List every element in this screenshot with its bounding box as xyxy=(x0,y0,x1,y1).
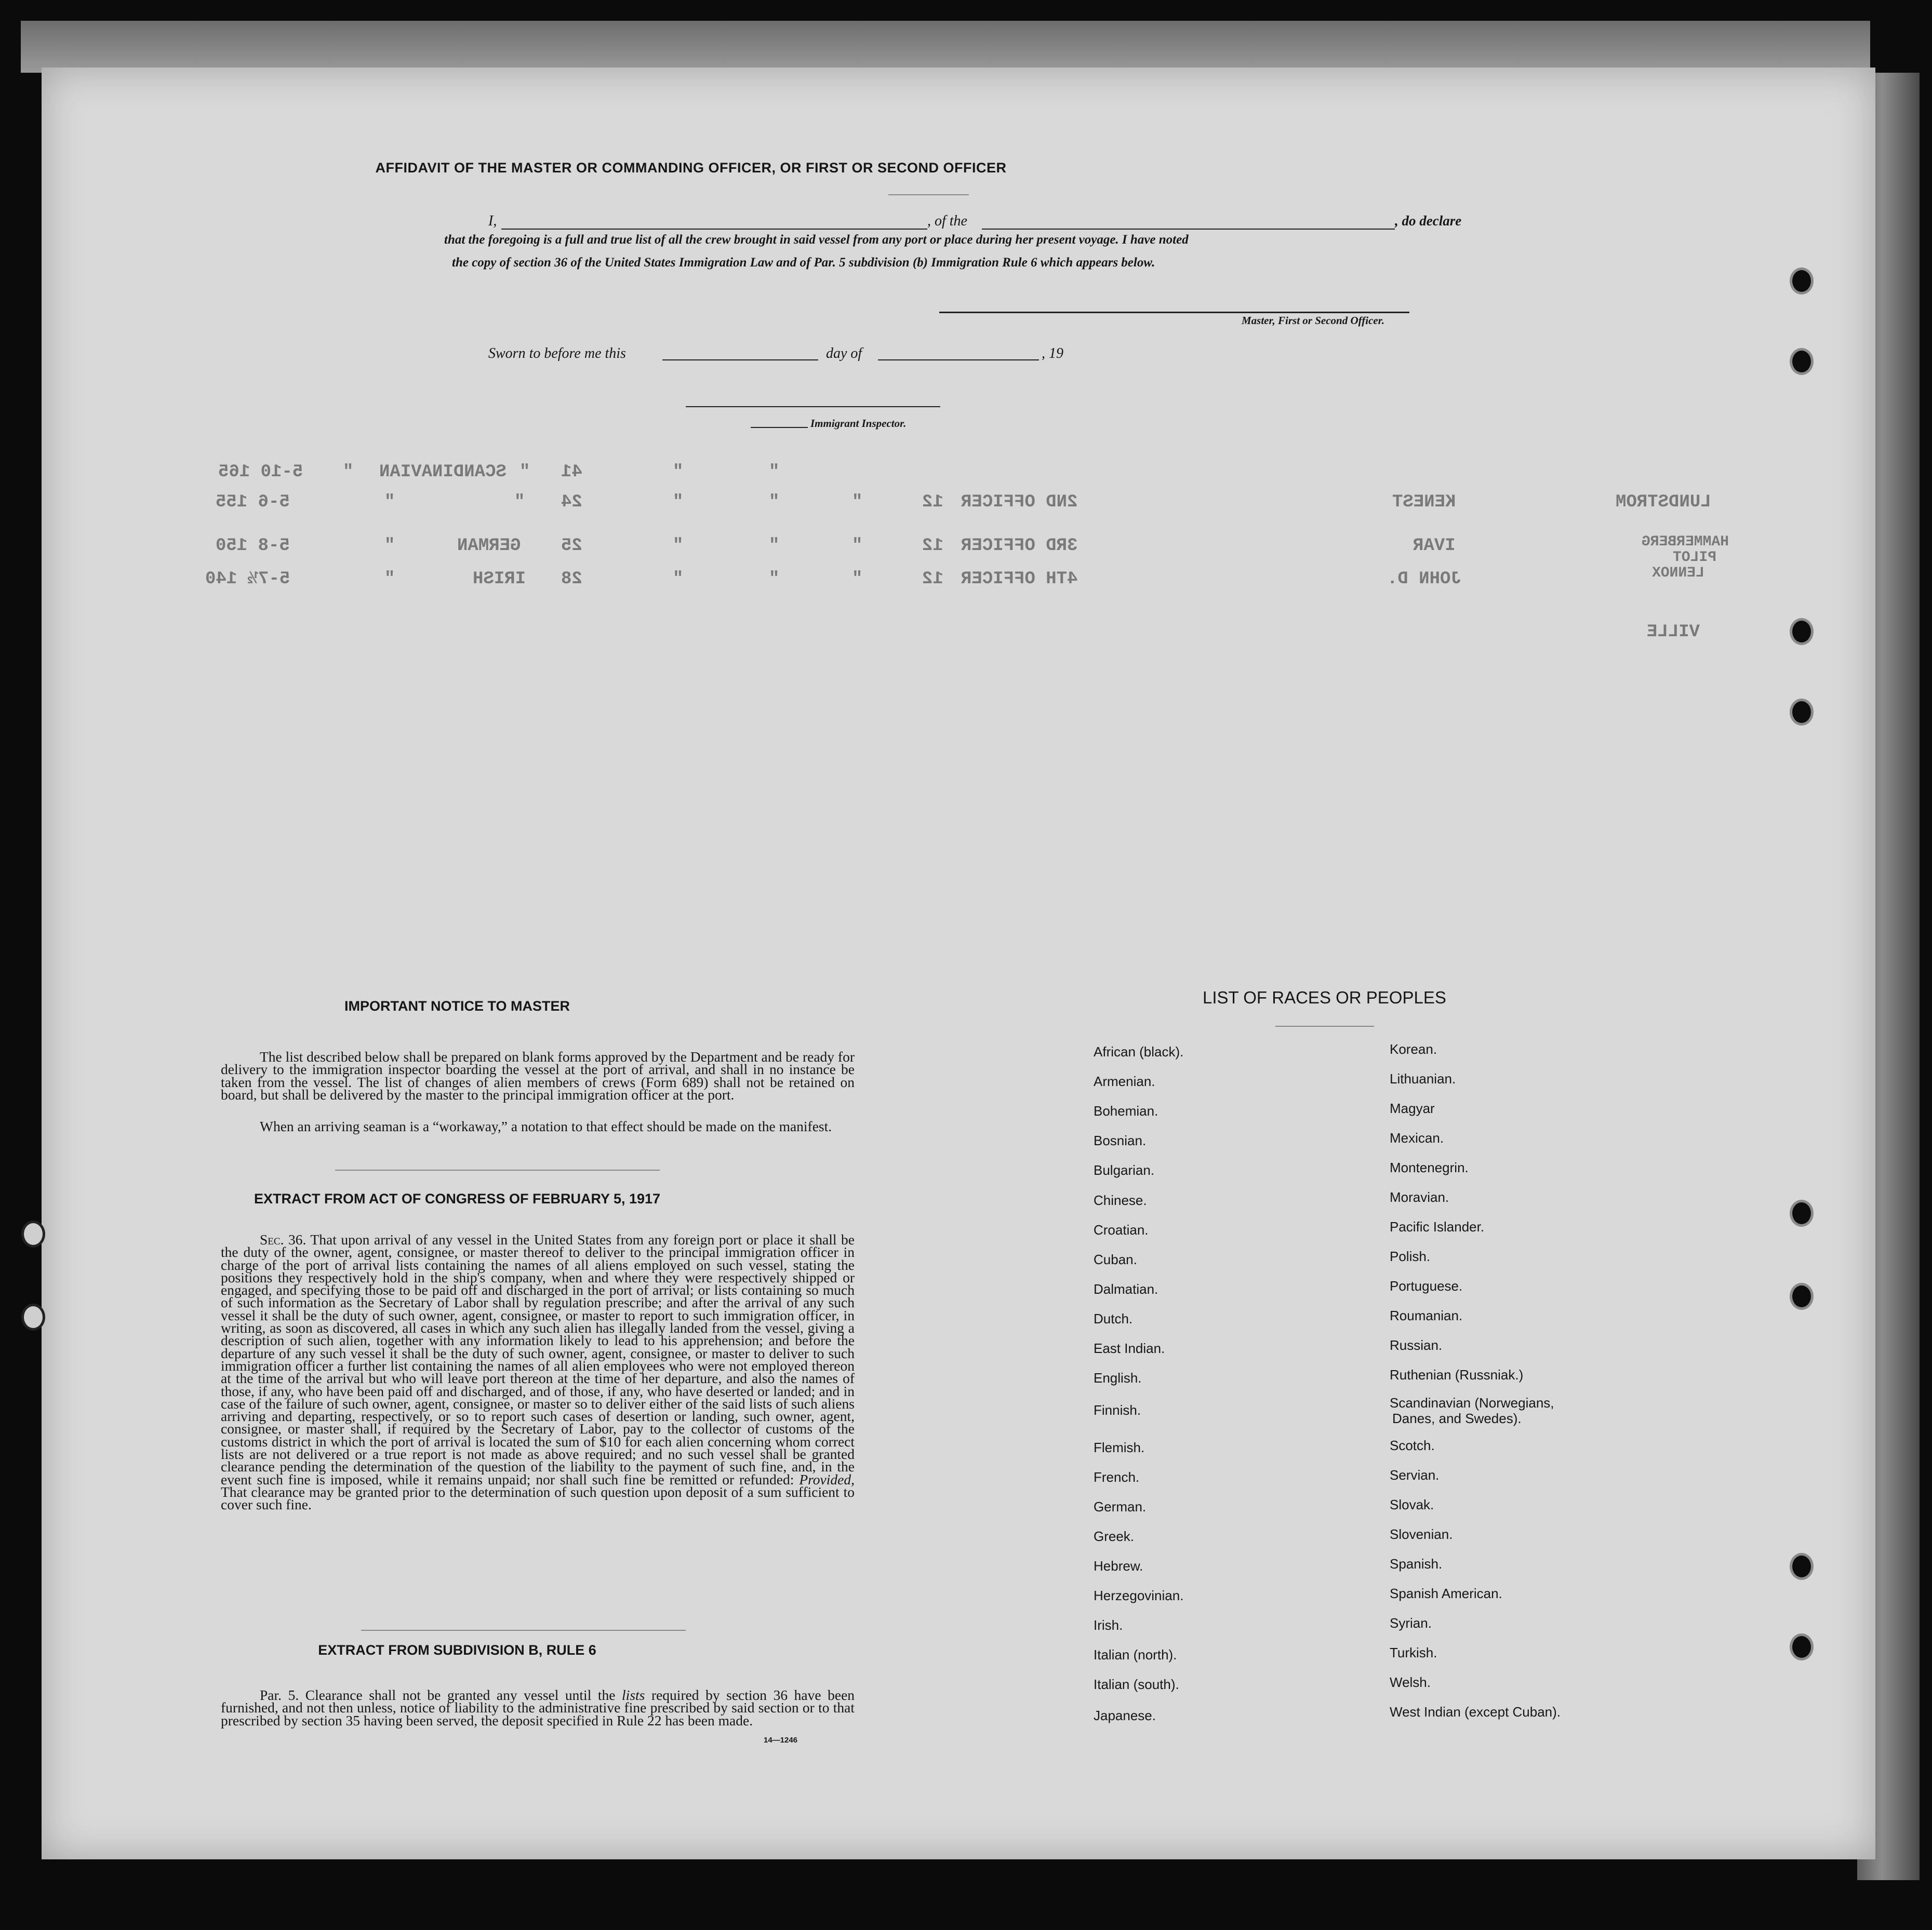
race-item: Slovenian. xyxy=(1390,1526,1453,1542)
race-item: Roumanian. xyxy=(1390,1308,1463,1323)
bleed-through-text: " xyxy=(673,536,684,556)
race-item: English. xyxy=(1094,1370,1142,1386)
sworn-day-of: day of xyxy=(826,345,862,361)
race-item: Italian (north). xyxy=(1094,1647,1177,1663)
race-item: Lithuanian. xyxy=(1390,1071,1456,1087)
name-blank xyxy=(501,229,927,230)
race-item: Polish. xyxy=(1390,1249,1431,1264)
race-item: Magyar xyxy=(1390,1101,1435,1116)
race-item: Slovak. xyxy=(1390,1497,1434,1512)
bleed-through-text: IVAR xyxy=(1413,536,1456,556)
race-item: Bosnian. xyxy=(1094,1133,1147,1148)
signature-line xyxy=(939,312,1409,313)
race-item: Irish. xyxy=(1094,1617,1123,1633)
race-item: African (black). xyxy=(1094,1044,1184,1060)
sworn-year: , 19 xyxy=(1042,345,1063,361)
bleed-through-text: 5-7½ 140 xyxy=(205,569,290,589)
punch-hole xyxy=(1792,621,1811,642)
bleed-through-text: KENEST xyxy=(1392,492,1456,512)
bleed-through-text: " xyxy=(673,492,684,512)
bleed-through-text: " xyxy=(343,462,354,482)
notice-title: IMPORTANT NOTICE TO MASTER xyxy=(344,998,570,1014)
affidavit-line-i: I, xyxy=(488,213,497,229)
race-item: Chinese. xyxy=(1094,1192,1147,1208)
day-blank xyxy=(662,359,818,360)
bleed-through-text: 28 xyxy=(561,569,582,589)
divider xyxy=(335,1170,660,1171)
race-item: West Indian (except Cuban). xyxy=(1390,1704,1561,1720)
month-blank xyxy=(878,359,1039,360)
bleed-through-text: " xyxy=(852,536,863,556)
race-item: Bohemian. xyxy=(1094,1103,1158,1119)
affidavit-line-declare: , do declare xyxy=(1395,213,1462,229)
bleed-through-text: 5-8 150 xyxy=(216,536,290,556)
notice-paragraph: The list described below shall be prepared on blank forms approved by the Department and be ready for delivery to the immigration inspector boarding the vessel at the port of arrival, and shall in no instance be taken from the vessel. The list of changes of alien members of crews (Form 689) shall not be retained on board, but shall be delivered by the master to the principal immigration officer at the port. xyxy=(221,1049,855,1103)
vessel-blank xyxy=(982,229,1395,230)
race-item: Croatian. xyxy=(1094,1222,1149,1238)
extract-act-text xyxy=(221,1231,855,1513)
bleed-through-text: " xyxy=(852,492,863,512)
extract-act-title: EXTRACT FROM ACT OF CONGRESS OF FEBRUARY 5, 1917 xyxy=(254,1191,661,1207)
punch-hole xyxy=(1792,1202,1811,1224)
race-item: Servian. xyxy=(1390,1467,1440,1483)
punch-hole xyxy=(1792,1285,1811,1307)
section-body: That upon arrival of any vessel in the United States from any foreign port or place it shall be the duty of the owner, agent, consignee, or master thereof to deliver to the principal immigration officer in charge of the port of arrival lists containing the names of all aliens employed on such vessel, stating the positions they respectively hold in the ship's company, when and where they were respectively shipped or engaged, and specifying those to be paid off and discharged in the port of arrival; or lists containing so much of such information as the Secretary of Labor shall by regulation prescribe; and after the arrival of any such vessel it shall be the duty of such owner, agent, consignee, or master to report to such immigration officer, in writing, as soon as discovered, all cases in which any such alien has illegally landed from the vessel, giving a description of such alien, together with any information likely to lead to his apprehension; and before the departure of any such vessel it shall be the duty of such owner, agent, consignee, or master to deliver to such immigration officer a further list containing the names of all alien employees who were not employed thereon at the time of the arrival but who will leave port thereon at the time of her departure, and also the names of those, if any, who have been paid off and discharged, and of those, if any, who have deserted or landed; and in case of the failure of such owner, agent, consignee, or master so to deliver either of the said lists of such aliens arriving and departing, respectively, or so to report such cases of desertion or landing, such owner, agent, consignee, or master shall, if required by the Secretary of Labor, pay to the collector of customs of the customs district in which the port of arrival is located the sum of $10 for each alien concerning whom correct lists are not delivered or a true report is not made as above required; and no such vessel shall be granted clearance pending the determination of the question of the liability to the payment of such fine, and, in the event such fine is imposed, while it remains unpaid; nor shall such fine be remitted or refunded: xyxy=(221,1231,855,1487)
race-item: Korean. xyxy=(1390,1041,1437,1057)
race-item: Flemish. xyxy=(1094,1440,1145,1455)
bleed-through-text: 12 xyxy=(922,536,943,556)
race-item-continuation: Danes, and Swedes). xyxy=(1392,1411,1522,1426)
bleed-through-text: 2ND OFFICER xyxy=(961,492,1078,512)
race-item: Scotch. xyxy=(1390,1438,1435,1453)
extract-rule-title: EXTRACT FROM SUBDIVISION B, RULE 6 xyxy=(318,1642,596,1658)
rule-text-after: required by section 36 have been furnished, and not then unless, notice of liability to the administrative fine prescribed by said section or to that prescribed by section 35 having been served, the deposit specified in Rule 22 has been made. xyxy=(221,1687,855,1728)
bleed-through-text: " xyxy=(769,569,780,589)
bleed-through-text: " xyxy=(852,569,863,589)
race-item: Herzegovinian. xyxy=(1094,1588,1184,1603)
bleed-through-text: GERMAN xyxy=(457,536,521,556)
manifest-page xyxy=(42,68,1875,1859)
race-item: Portuguese. xyxy=(1390,1278,1463,1294)
section-body-end: That clearance may be granted prior to the determination of such question upon deposit of a sum sufficient to cover such fine. xyxy=(221,1483,855,1513)
bleed-through-text: 12 xyxy=(922,492,943,512)
bleed-through-name: HAMMERBERG xyxy=(1642,534,1729,550)
bleed-through-text: 3RD OFFICER xyxy=(961,536,1078,556)
race-item: Bulgarian. xyxy=(1094,1162,1155,1178)
race-item: Welsh. xyxy=(1390,1674,1431,1690)
punch-hole xyxy=(1792,270,1811,292)
race-item: Montenegrin. xyxy=(1390,1160,1469,1175)
bleed-through-name: VILLE xyxy=(1647,622,1700,642)
scan-background-top xyxy=(21,21,1870,73)
sworn-before: Sworn to before me this xyxy=(488,345,626,361)
bleed-through-text: " xyxy=(384,492,395,512)
race-item: Pacific Islander. xyxy=(1390,1219,1485,1235)
race-item: East Indian. xyxy=(1094,1341,1165,1356)
race-item: Dalmatian. xyxy=(1094,1281,1158,1297)
bleed-through-name: PILOT xyxy=(1673,549,1717,566)
bleed-through-text: " xyxy=(769,536,780,556)
race-item: French. xyxy=(1094,1469,1140,1485)
race-item: Japanese. xyxy=(1094,1708,1156,1723)
inspector-signature-line xyxy=(686,406,940,407)
bleed-through-text: JOHN D. xyxy=(1387,569,1461,589)
divider xyxy=(1275,1026,1374,1027)
race-item: Italian (south). xyxy=(1094,1677,1179,1692)
bleed-through-name: LUNDSTROM xyxy=(1616,492,1711,512)
bleed-through-text: IRISH xyxy=(473,569,526,589)
bleed-through-text: 5-6 155 xyxy=(216,492,290,512)
bleed-through-text: 24 xyxy=(561,492,582,512)
affidavit-title: AFFIDAVIT OF THE MASTER OR COMMANDING OFFICER, OR FIRST OR SECOND OFFICER xyxy=(375,160,1007,176)
race-item: Moravian. xyxy=(1390,1189,1449,1205)
bleed-through-text: " xyxy=(769,492,780,512)
divider xyxy=(888,194,969,195)
bleed-through-text: " xyxy=(673,569,684,589)
punch-hole xyxy=(24,1306,43,1328)
bleed-through-text: " xyxy=(514,492,525,512)
bleed-through-text: 5-10 165 xyxy=(218,462,303,482)
lists-word: lists xyxy=(622,1687,645,1703)
affidavit-line-2: that the foregoing is a full and true list of all the crew brought in said vessel from any port or place during her present voyage. I have noted xyxy=(444,233,1189,247)
punch-hole xyxy=(1792,1556,1811,1577)
notice-paragraph: When an arriving seaman is a “workaway,” a notation to that effect should be made on the manifest. xyxy=(260,1118,832,1134)
race-item: Mexican. xyxy=(1390,1130,1444,1146)
race-item: Finnish. xyxy=(1094,1402,1141,1418)
race-item: Spanish. xyxy=(1390,1556,1443,1572)
race-item: Syrian. xyxy=(1390,1615,1432,1631)
punch-hole xyxy=(1792,1636,1811,1658)
bleed-through-name: LENNOX xyxy=(1652,565,1704,581)
punch-hole xyxy=(1792,351,1811,372)
race-item: Russian. xyxy=(1390,1337,1443,1353)
bleed-through-text: " xyxy=(769,462,780,482)
signature-caption: Master, First or Second Officer. xyxy=(1242,314,1384,327)
race-item: Greek. xyxy=(1094,1529,1135,1544)
races-title: LIST OF RACES OR PEOPLES xyxy=(1203,988,1446,1007)
form-number: 14—1246 xyxy=(764,1736,798,1745)
inspector-caption: Immigrant Inspector. xyxy=(810,417,907,430)
bleed-through-text: " xyxy=(519,462,530,482)
affidavit-line-of-the: , of the xyxy=(927,213,967,229)
bleed-through-text: 41 xyxy=(561,462,582,482)
rule-text-before: Par. 5. Clearance shall not be granted any vessel until the xyxy=(260,1687,616,1703)
section-label: Sec. 36. xyxy=(260,1231,307,1248)
punch-hole xyxy=(24,1223,43,1245)
bleed-through-text: " xyxy=(384,569,395,589)
extract-rule-text xyxy=(221,1689,855,1727)
race-item: Ruthenian (Russniak.) xyxy=(1390,1367,1524,1383)
provided-label: Provided, xyxy=(799,1471,855,1487)
affidavit-line-3: the copy of section 36 of the United States Immigration Law and of Par. 5 subdivision (b) Immigration Rule 6 which appears below. xyxy=(452,256,1155,270)
bleed-through-text: " xyxy=(384,536,395,556)
bleed-through-text: 4TH OFFICER xyxy=(961,569,1078,589)
race-item: Hebrew. xyxy=(1094,1558,1143,1574)
bleed-through-text: " xyxy=(673,462,684,482)
race-item: Cuban. xyxy=(1094,1252,1137,1267)
bleed-through-text: 12 xyxy=(922,569,943,589)
divider xyxy=(361,1630,686,1631)
race-item: Spanish American. xyxy=(1390,1586,1502,1601)
race-item: Scandinavian (Norwegians, xyxy=(1390,1395,1554,1411)
inspector-short-line xyxy=(751,427,808,428)
bleed-through-text: 25 xyxy=(561,536,582,556)
race-item: Dutch. xyxy=(1094,1311,1133,1326)
punch-hole xyxy=(1792,701,1811,723)
race-item: Armenian. xyxy=(1094,1074,1155,1089)
race-item: German. xyxy=(1094,1499,1147,1514)
bleed-through-text: SCANDINAVIAN xyxy=(379,462,507,482)
race-item: Turkish. xyxy=(1390,1645,1437,1660)
